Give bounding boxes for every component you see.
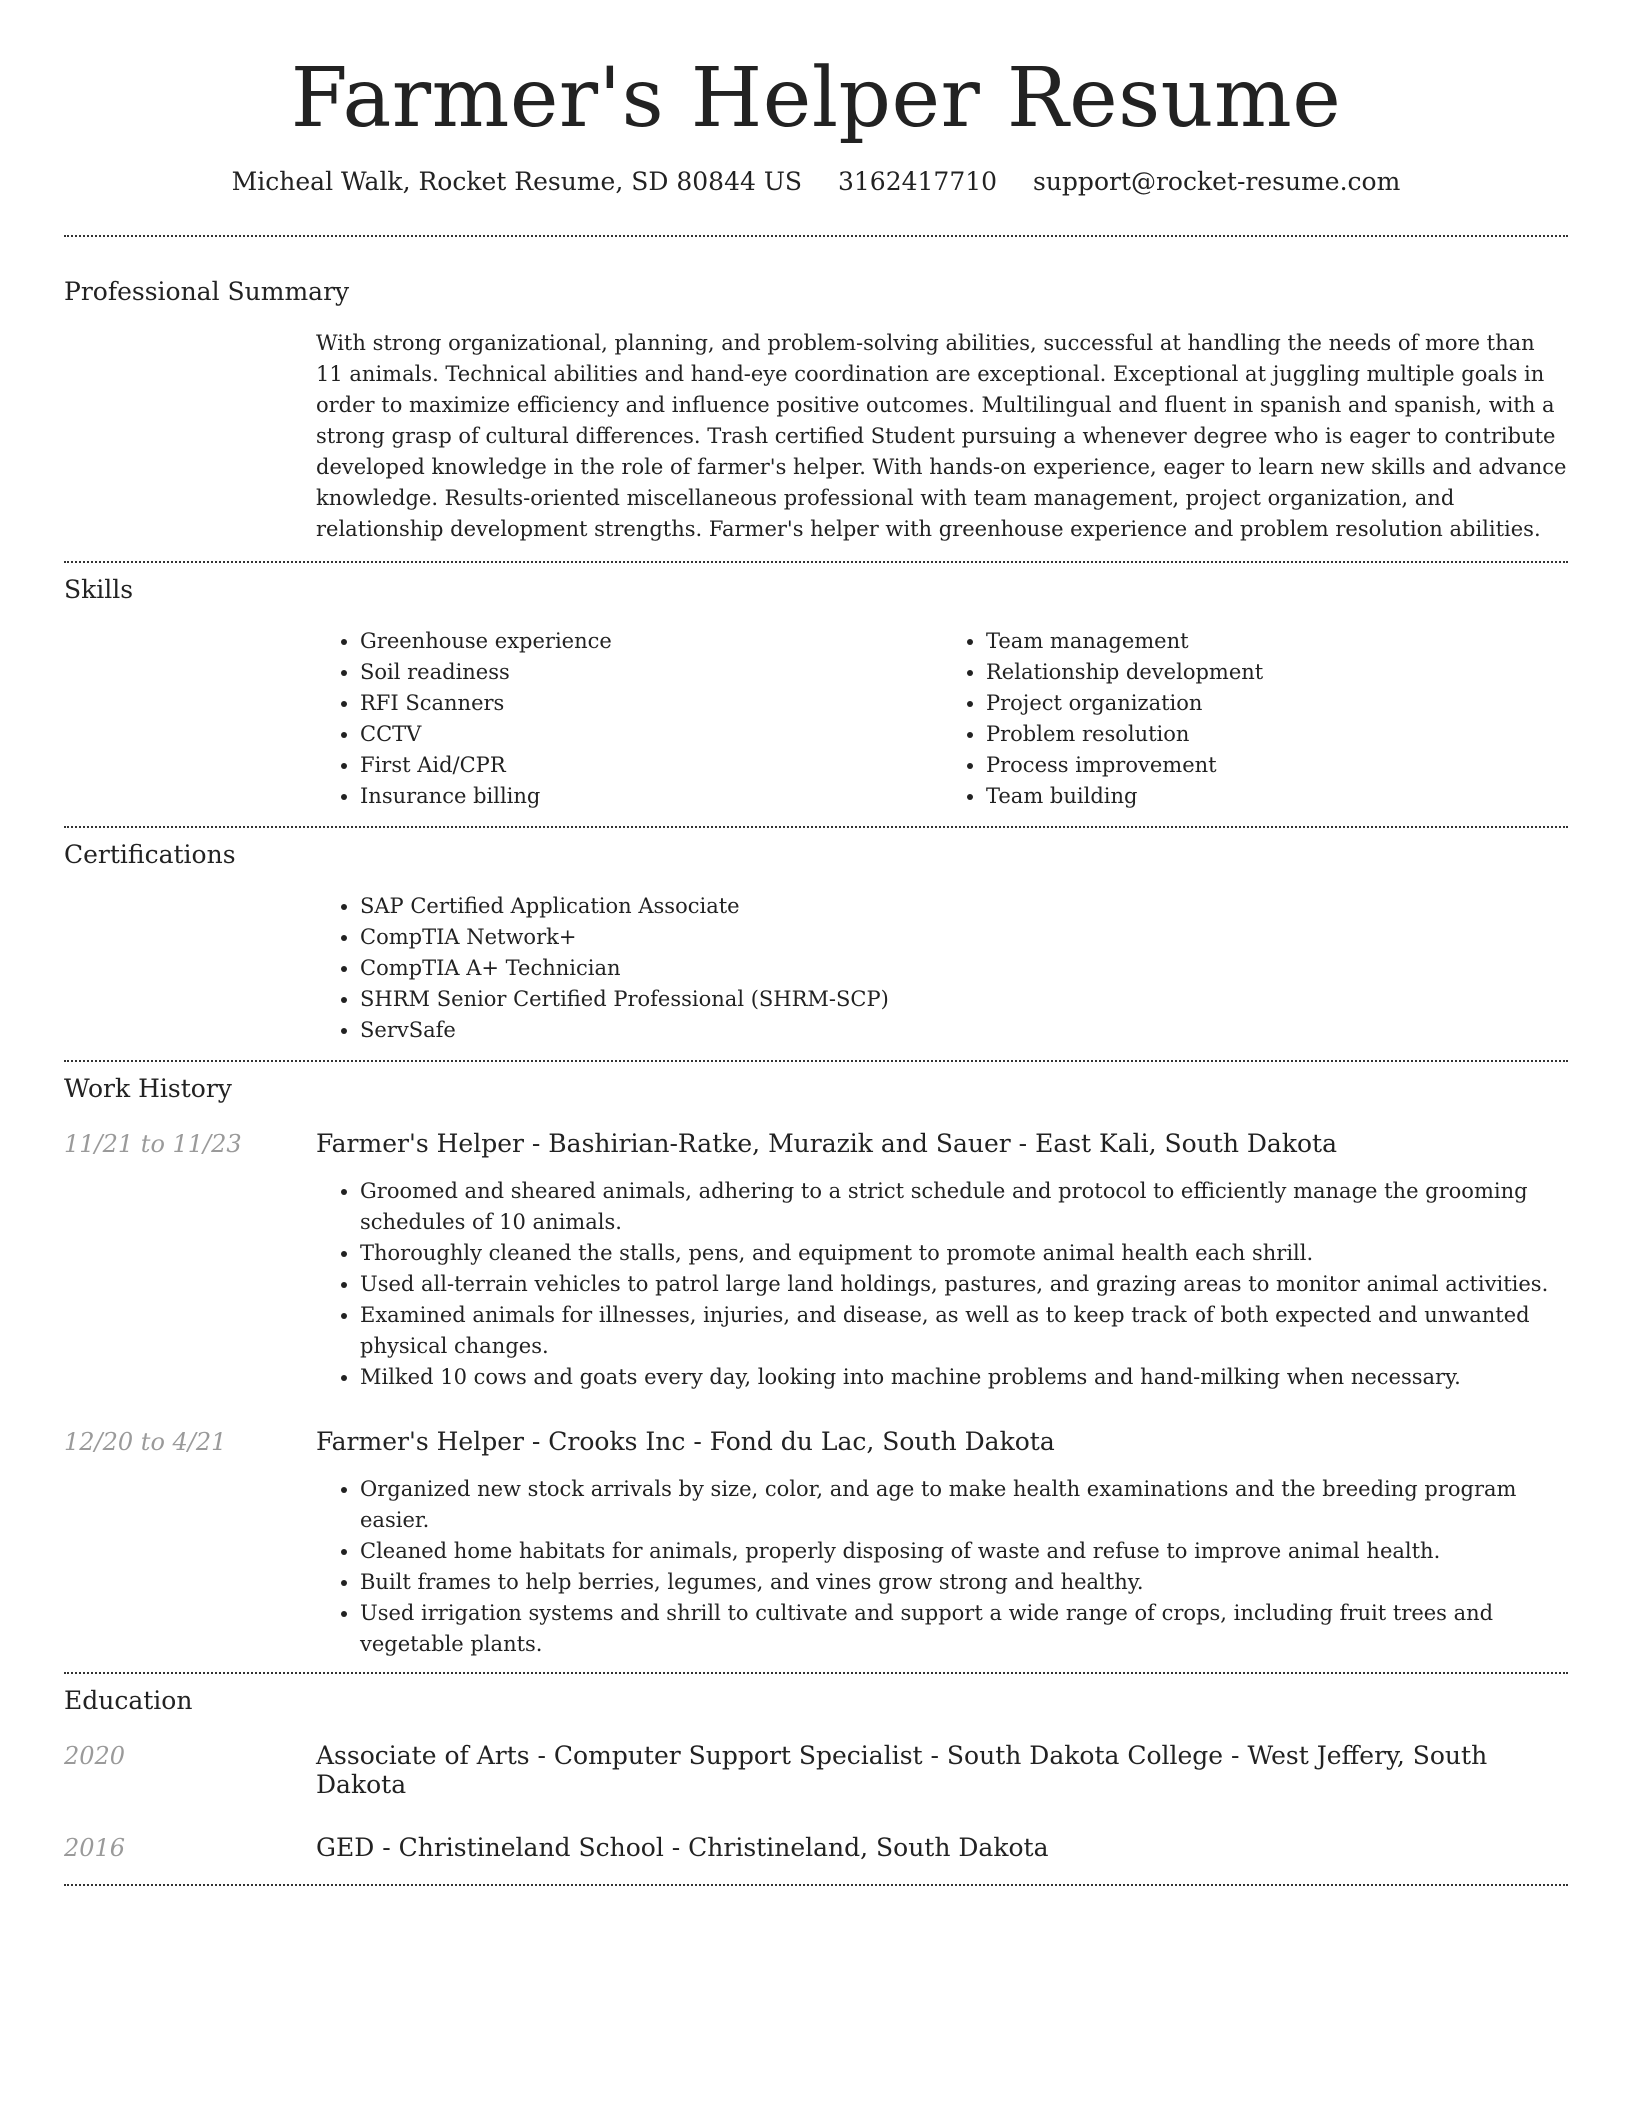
certification-item: • SAP Certified Application Associate — [360, 891, 1568, 922]
skills-list-left — [316, 626, 942, 812]
skill-item: • Team building — [986, 781, 1568, 812]
skill-item: • Team management — [986, 626, 1568, 657]
job-title: Farmer's Helper - Bashirian-Ratke, Murazik and Sauer - East Kali, South Dakota — [316, 1128, 1337, 1158]
job-bullet: • Built frames to help berries, legumes, and vines grow strong and healthy. — [360, 1567, 1568, 1598]
certifications-section — [64, 828, 1568, 1060]
skill-item: • Problem resolution — [986, 719, 1568, 750]
job-bullets — [316, 1474, 1568, 1660]
job-bullet: • Used all-terrain vehicles to patrol large land holdings, pastures, and grazing areas to monitor animal activities. — [360, 1269, 1568, 1300]
section-heading: Education — [64, 1685, 193, 1715]
education-year: 2016 — [64, 1833, 126, 1862]
certifications-list — [316, 891, 1568, 1046]
skills-list-right — [942, 626, 1568, 812]
education-section — [64, 1674, 1568, 1884]
divider — [64, 1884, 1568, 1886]
education-entry — [64, 1741, 1568, 1799]
contact-address: Micheal Walk, Rocket Resume, SD 80844 US — [231, 167, 803, 197]
contact-phone[interactable]: 3162417710 — [837, 167, 998, 197]
job-dates: 11/21 to 11/23 — [64, 1129, 242, 1158]
job-bullet: • Thoroughly cleaned the stalls, pens, and equipment to promote animal health each shrill. — [360, 1238, 1568, 1269]
skill-item: • Process improvement — [986, 750, 1568, 781]
job-bullet: • Organized new stock arrivals by size, color, and age to make health examinations and the breeding program easier. — [360, 1474, 1568, 1536]
resume-title: Farmer's Helper Resume — [290, 51, 1342, 146]
certification-item: • ServSafe — [360, 1015, 1568, 1046]
job-bullet: • Examined animals for illnesses, injuries, and disease, as well as to keep track of both expected and unwanted physical changes. — [360, 1300, 1568, 1362]
job-bullets — [316, 1176, 1568, 1393]
job-dates: 12/20 to 4/21 — [64, 1427, 227, 1456]
summary-section — [64, 237, 1568, 561]
summary-text: With strong organizational, planning, and problem-solving abilities, successful at handling the needs of more than 11 animals. Technical abilities and hand-eye coordination are exceptional. Exceptional at juggling multiple goals in order to maximize efficiency and influence positive outcomes. Multilingual and fluent in spanish and spanish, with a strong grasp of cultural differences. Trash certified Student pursuing a whenever degree who is eager to contribute developed knowledge in the role of farmer's helper. With hands-on experience, eager to learn new skills and advance knowledge. Results-oriented miscellaneous professional with team management, project organization, and relationship development strengths. Farmer's helper with greenhouse experience and problem resolution abilities. — [316, 330, 1567, 541]
job-title: Farmer's Helper - Crooks Inc - Fond du Lac, South Dakota — [316, 1426, 1055, 1456]
education-entry — [64, 1833, 1568, 1862]
certification-item: • CompTIA Network+ — [360, 922, 1568, 953]
certification-item: • CompTIA A+ Technician — [360, 953, 1568, 984]
section-heading: Certifications — [64, 839, 236, 869]
skills-section — [64, 563, 1568, 826]
job-bullet: • Groomed and sheared animals, adhering to a strict schedule and protocol to efficiently manage the grooming schedules of 10 animals. — [360, 1176, 1568, 1238]
job-bullet: • Cleaned home habitats for animals, properly disposing of waste and refuse to improve animal health. — [360, 1536, 1568, 1567]
job-entry — [64, 1427, 1568, 1660]
skill-item: • First Aid/CPR — [360, 750, 942, 781]
contact-email[interactable]: support@rocket-resume.com — [1033, 167, 1401, 197]
work-history-section — [64, 1062, 1568, 1672]
section-heading: Skills — [64, 574, 134, 604]
skill-item: • Project organization — [986, 688, 1568, 719]
education-year: 2020 — [64, 1741, 126, 1770]
skill-item: • RFI Scanners — [360, 688, 942, 719]
contact-line — [64, 166, 1568, 199]
job-bullet: • Used irrigation systems and shrill to cultivate and support a wide range of crops, including fruit trees and vegetable plants. — [360, 1598, 1568, 1660]
education-title: Associate of Arts - Computer Support Specialist - South Dakota College - West Jeffery, South Dakota — [316, 1740, 1488, 1799]
skill-item: • Insurance billing — [360, 781, 942, 812]
skill-item: • Relationship development — [986, 657, 1568, 688]
certification-item: • SHRM Senior Certified Professional (SHRM-SCP) — [360, 984, 1568, 1015]
section-heading: Professional Summary — [64, 276, 350, 306]
skill-item: • Greenhouse experience — [360, 626, 942, 657]
skill-item: • Soil readiness — [360, 657, 942, 688]
education-title: GED - Christineland School - Christineland, South Dakota — [316, 1832, 1049, 1862]
job-bullet: • Milked 10 cows and goats every day, looking into machine problems and hand-milking when necessary. — [360, 1362, 1568, 1393]
section-heading: Work History — [64, 1073, 232, 1103]
skill-item: • CCTV — [360, 719, 942, 750]
job-entry — [64, 1129, 1568, 1393]
